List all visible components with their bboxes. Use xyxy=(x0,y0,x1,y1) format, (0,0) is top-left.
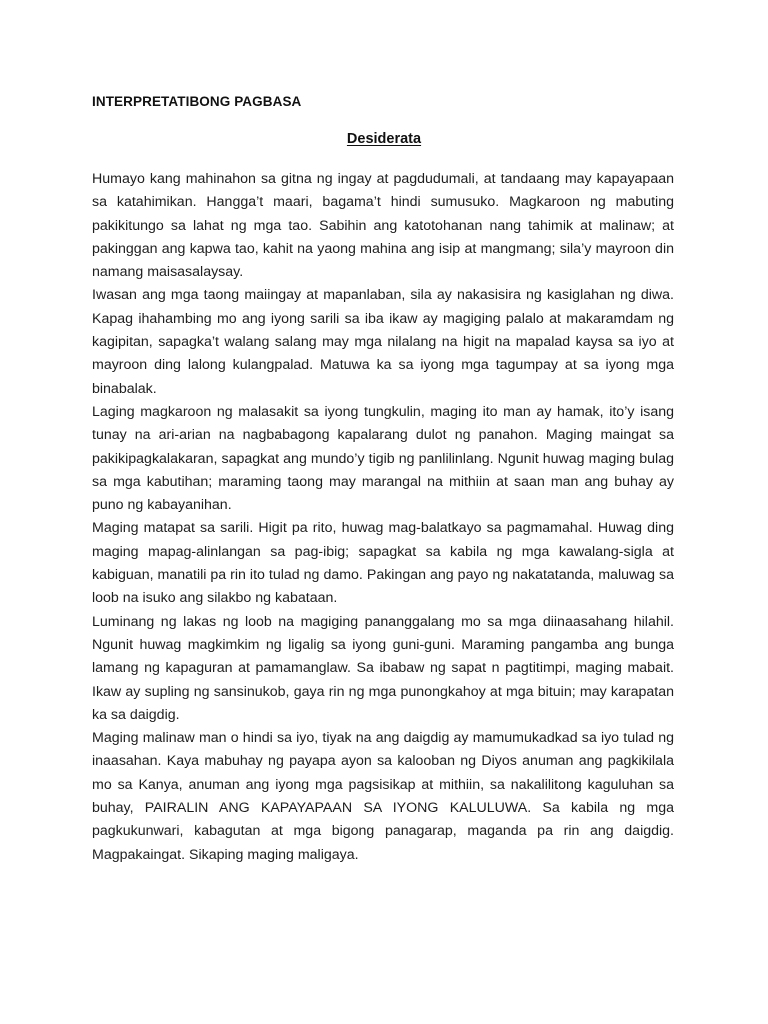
paragraph-3: Laging magkaroon ng malasakit sa iyong tungkulin, maging ito man ay hamak, ito’y isang tunay na ari-arian na nagbabagong kapalarang dulot ng panahon. Maging maingat sa pakikipagkalakaran, sapagkat ang mundo’y tigib ng panlilinlang. Ngunit huwag maging bulag sa mga kabutihan; maraming taong may marangal na mithiin at saan man ang buhay ay puno ng kabayanihan. xyxy=(92,403,674,514)
paragraph-6: Maging malinaw man o hindi sa iyo, tiyak na ang daigdig ay mamumukadkad sa iyo tulad ng inaasahan. Kaya mabuhay ng payapa ayon sa kalooban ng Diyos anuman ang pagkikilala mo sa Kanya, anuman ang iyong mga pagsisikap at mithiin, sa nakalilitong kaguluhan sa buhay, PAIRALIN ANG KAPAYAPAAN SA IYONG KALULUWA. Sa kabila ng mga pagkukunwari, kabagutan at mga bigong panagarap, maganda pa rin ang daigdig. Magpakaingat. Sikaping maging maligaya. xyxy=(92,730,674,863)
paragraph-4: Maging matapat sa sarili. Higit pa rito, huwag mag-balatkayo sa pagmamahal. Huwag ding maging mapag-alinlangan sa pag-ibig; sapagkat sa kabila ng mga kawalang-sigla at kabiguan, manatili pa rin ito tulad ng damo. Pakingan ang payo ng nakatatanda, maluwag sa loob na isuko ang silakbo ng kabataan. xyxy=(92,520,674,607)
document-heading: INTERPRETATIBONG PAGBASA xyxy=(92,94,302,109)
paragraph-5: Luminang ng lakas ng loob na magiging pananggalang mo sa mga diinaasahang hilahil. Ngunit huwag magkimkim ng ligalig sa iyong guni-guni. Maraming pangamba ang bunga lamang ng kapaguran at pamamanglaw. Sa ibabaw ng sapat n pagtitimpi, maging mabait. Ikaw ay supling ng sansinukob, gaya rin ng mga punongkahoy at mga bituin; may karapatan ka sa daigdig. xyxy=(92,613,674,723)
document-title: Desiderata xyxy=(346,131,422,147)
paragraph-2: Iwasan ang mga taong maiingay at mapanlaban, sila ay nakasisira ng kasiglahan ng diwa. Kapag ihahambing mo ang iyong sarili sa iba ikaw ay magiging palalo at makaramdam ng kagipitan, sapagka’t walang salang may mga nilalang na higit na mapalad kaysa sa iyo at mayroon ding lalong kulangpalad. Matuwa ka sa iyong mga tagumpay at sa iyong mga binabalak. xyxy=(92,287,674,397)
document-body xyxy=(92,168,674,867)
paragraph-1: Humayo kang mahinahon sa gitna ng ingay at pagdudumali, at tandaang may kapayapaan sa katahimikan. Hangga’t maari, bagama’t hindi sumusuko. Magkaroon ng mabuting pakikitungo sa lahat ng mga tao. Sabihin ang katotohanan nang tahimik at malinaw; at pakinggan ang kapwa tao, kahit na yaong mahina ang isip at mangmang; sila’y mayroon din namang maisasalaysay. xyxy=(92,171,674,281)
